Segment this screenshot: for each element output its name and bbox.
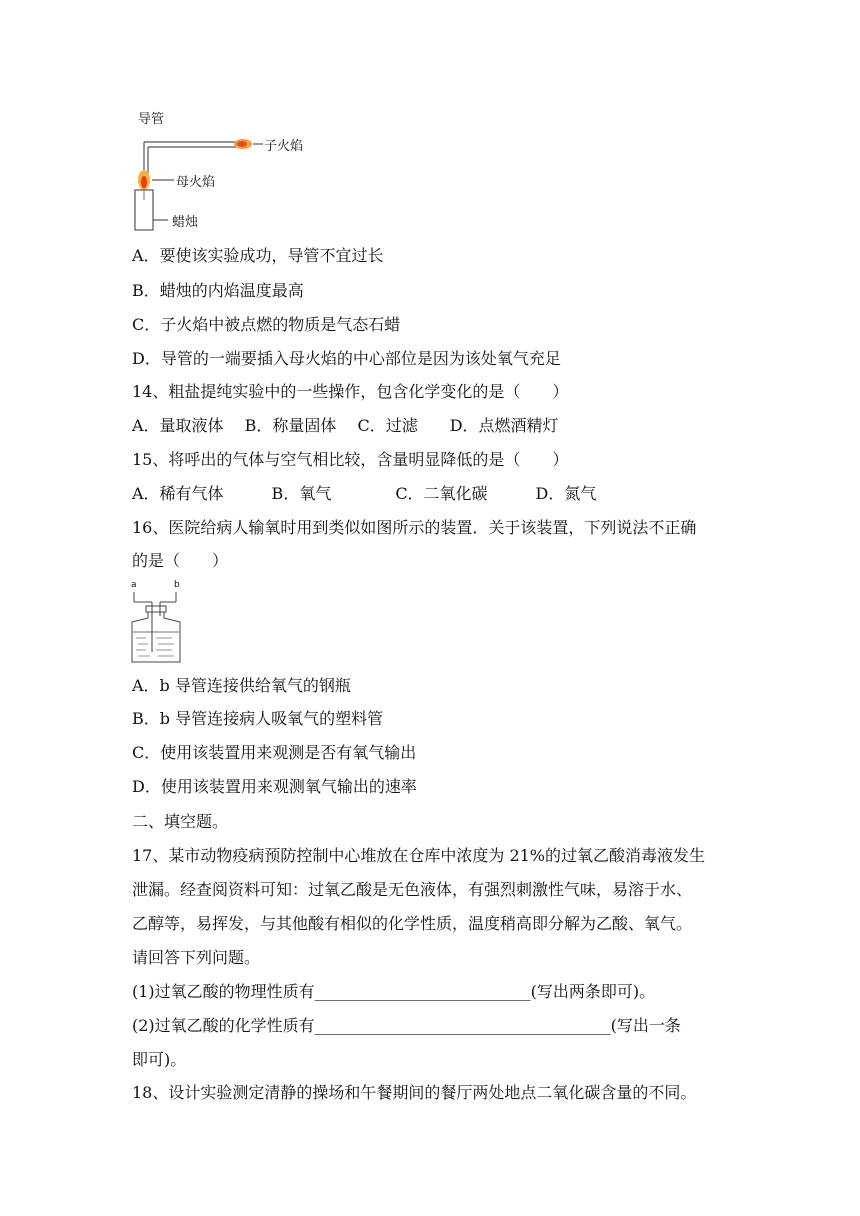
q14-options: A．量取液体 B．称量固体 C．过滤 D．点燃酒精灯 [132,416,559,435]
section-heading-fill-in: 二、填空题。 [132,812,229,831]
q13-option-b: B．蜡烛的内焰温度最高 [132,281,304,300]
q17-sub2: (2)过氧乙酸的化学性质有_____________________________________(写出一条 [132,1016,681,1035]
q16-option-a: A．b 导管连接供给氧气的钢瓶 [132,676,351,695]
q14-stem: 14、粗盐提纯实验中的一些操作，包含化学变化的是（ ） [132,382,569,401]
q17-line2: 泄漏。经查阅资料可知：过氧乙酸是无色液体，有强烈刺激性气味，易溶于水、 [132,880,693,899]
mother-flame-label: 母火焰 [176,175,216,190]
gas-bottle-diagram [126,580,186,666]
q16-stem-line2: 的是（ ） [132,551,229,570]
gas-bottle-figure [126,580,186,666]
q17-line4: 请回答下列问题。 [132,948,261,967]
candle-label: 蜡烛 [172,215,199,230]
q17-sub2-cont: 即可)。 [132,1050,187,1069]
q15-stem: 15、将呼出的气体与空气相比较，含量明显降低的是（ ） [132,450,569,469]
child-flame-label: 子火焰 [264,139,304,154]
q16-option-c: C．使用该装置用来观测是否有氧气输出 [132,743,417,762]
q17-line3: 乙醇等，易挥发，与其他酸有相似的化学性质，温度稍高即分解为乙酸、氧气。 [132,914,693,933]
q13-option-c: C．子火焰中被点燃的物质是气态石蜡 [132,315,401,334]
tube-a-label: a [131,580,137,590]
q13-option-a: A．要使该实验成功，导管不宜过长 [132,246,384,265]
q16-option-d: D．使用该装置用来观测氧气输出的速率 [132,777,417,796]
q16-option-b: B．b 导管连接病人吸氧气的塑料管 [132,709,384,728]
q17-line1: 17、某市动物疫病预防控制中心堆放在仓库中浓度为 21%的过氧乙酸消毒液发生 [132,846,706,865]
q16-stem-line1: 16、医院给病人输氧时用到类似如图所示的装置．关于该装置，下列说法不正确 [132,518,697,537]
tube-label: 导管 [138,112,165,127]
candle-tube-figure [128,104,338,232]
tube-b-label: b [174,580,180,590]
q17-sub1: (1)过氧乙酸的物理性质有___________________________(写出两条即可)。 [132,982,656,1001]
q15-options: A．稀有气体 B．氧气 C．二氧化碳 D．氮气 [132,484,597,503]
q13-option-d: D．导管的一端要插入母火焰的中心部位是因为该处氧气充足 [132,349,561,368]
q18-line1: 18、设计实验测定清静的操场和午餐期间的餐厅两处地点二氧化碳含量的不同。 [132,1083,697,1102]
